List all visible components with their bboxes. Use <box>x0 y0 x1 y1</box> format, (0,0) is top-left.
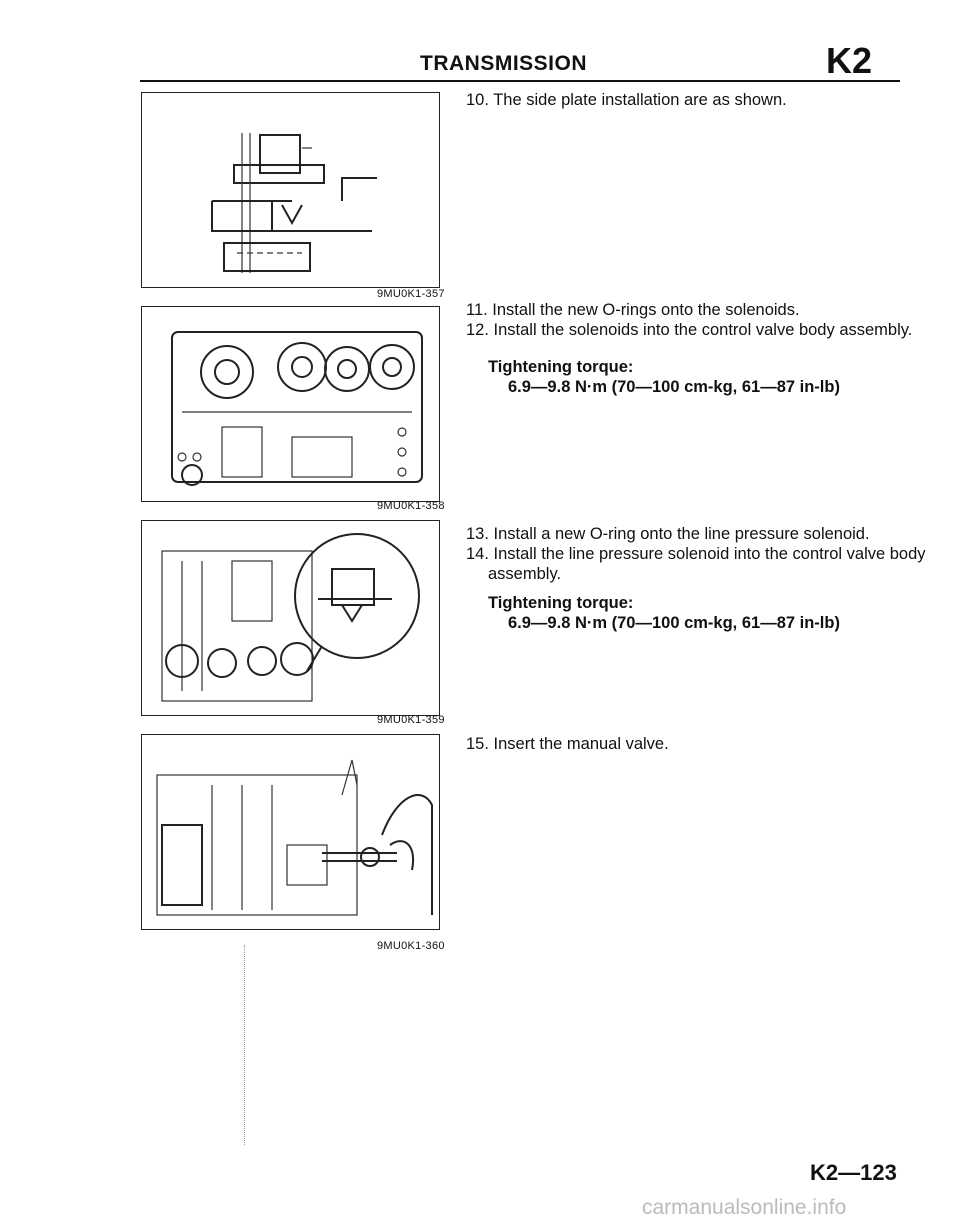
header-title: TRANSMISSION <box>420 52 588 75</box>
step-14-cont: assembly. <box>488 565 562 583</box>
figure-code: 9MU0K1-359 <box>377 714 445 726</box>
guide-line <box>244 945 245 1145</box>
section-code: K2 <box>826 40 873 81</box>
torque-label: Tightening torque: <box>488 358 634 376</box>
figure-solenoids <box>141 306 440 502</box>
torque-label: Tightening torque: <box>488 594 634 612</box>
figure-line-pressure-solenoid <box>141 520 440 716</box>
torque-value: 6.9—9.8 N·m (70—100 cm-kg, 61—87 in-lb) <box>508 378 840 396</box>
torque-value: 6.9—9.8 N·m (70—100 cm-kg, 61—87 in-lb) <box>508 614 840 632</box>
step-13: 13. Install a new O-ring onto the line pressure solenoid. <box>466 525 870 543</box>
step-10: 10. The side plate installation are as shown. <box>466 91 787 109</box>
solenoids-valve-body-icon <box>142 307 439 501</box>
line-pressure-solenoid-icon <box>142 521 439 715</box>
step-14: 14. Install the line pressure solenoid into the control valve body <box>466 545 926 563</box>
figure-side-plate <box>141 92 440 288</box>
page-number: K2—123 <box>810 1160 897 1185</box>
figure-code: 9MU0K1-360 <box>377 940 445 952</box>
figure-code: 9MU0K1-358 <box>377 500 445 512</box>
step-12: 12. Install the solenoids into the control valve body assembly. <box>466 321 913 339</box>
figure-code: 9MU0K1-357 <box>377 288 445 300</box>
side-plate-diagram-icon <box>142 93 439 287</box>
step-15: 15. Insert the manual valve. <box>466 735 669 753</box>
watermark: carmanualsonline.info <box>642 1196 847 1219</box>
step-11: 11. Install the new O-rings onto the solenoids. <box>466 301 800 319</box>
manual-valve-insertion-icon <box>142 735 439 929</box>
header-rule <box>140 80 900 82</box>
figure-manual-valve <box>141 734 440 930</box>
